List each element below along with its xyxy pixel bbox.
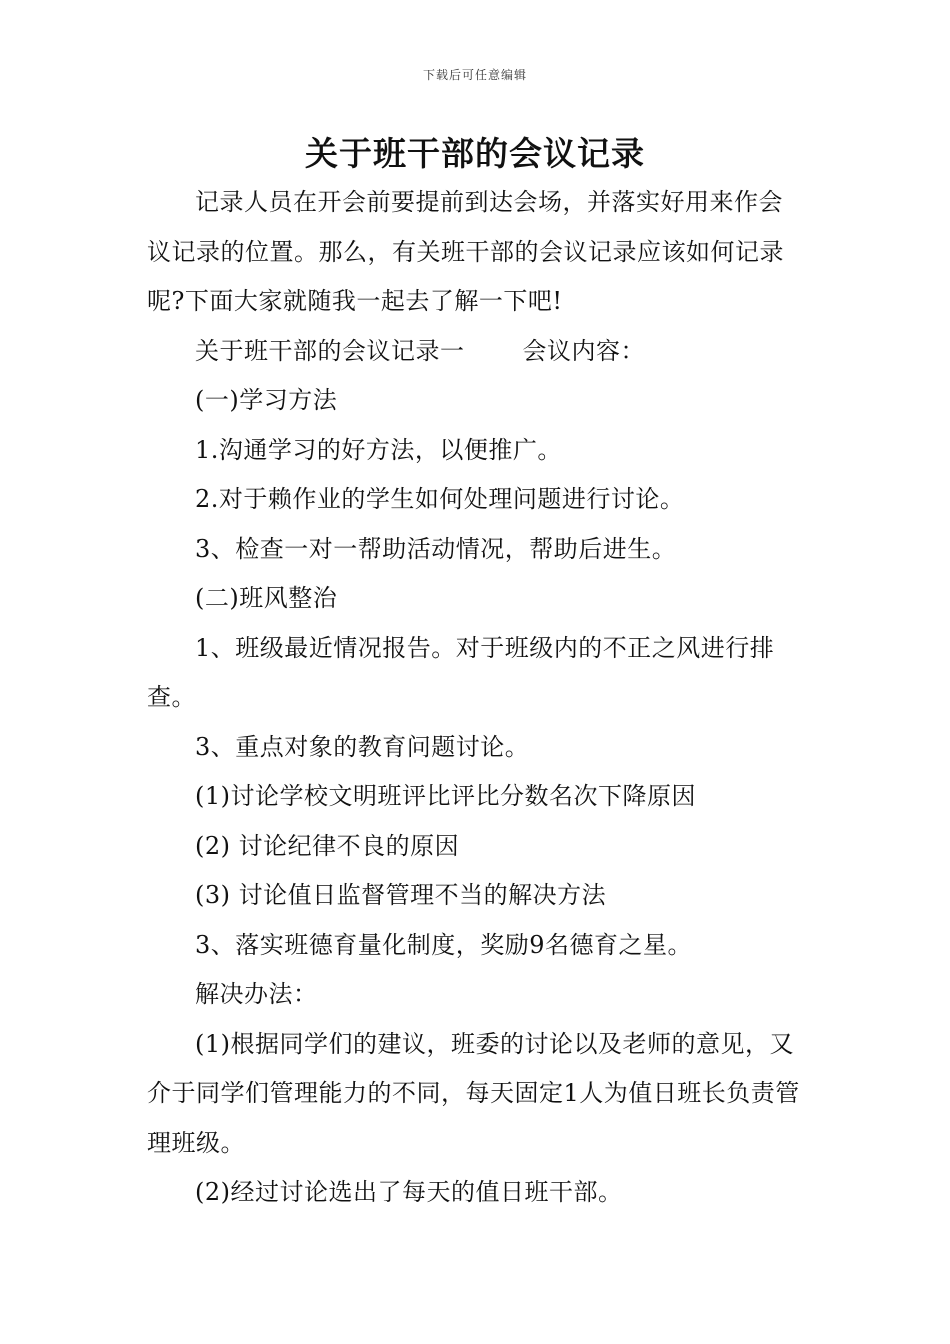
document-title: 关于班干部的会议记录 <box>305 134 645 173</box>
paragraph-item: (2) 讨论纪律不良的原因 <box>195 831 460 860</box>
paragraph-item: 3、落实班德育量化制度，奖励9名德育之星。 <box>195 930 693 959</box>
paragraph-item: (1)讨论学校文明班评比评比分数名次下降原因 <box>195 782 696 810</box>
paragraph-study-method: (一)学习方法 <box>195 386 338 414</box>
section-subtitle: 会议内容： <box>522 336 645 365</box>
paragraph-item: 3、重点对象的教育问题讨论。 <box>195 732 530 761</box>
paragraph-item: 2.对于赖作业的学生如何处理问题进行讨论。 <box>195 485 685 513</box>
paragraph-item: (3) 讨论值日监督管理不当的解决方法 <box>195 881 607 909</box>
paragraph-item: 1.沟通学习的好方法，以便推广。 <box>195 435 562 464</box>
paragraph-item: (2)经过讨论选出了每天的值日班干部。 <box>195 1178 623 1206</box>
paragraph-class-style: (二)班风整治 <box>195 584 338 612</box>
paragraph-item: (1)根据同学们的建议，班委的讨论以及老师的意见，又介于同学们管理能力的不同，每天固定1人为值日班长负责管理班级。 <box>147 1029 800 1157</box>
document-body <box>147 178 807 1218</box>
paragraph-item: 3、检查一对一帮助活动情况，帮助后进生。 <box>195 534 677 563</box>
intro-paragraph: 记录人员在开会前要提前到达会场，并落实好用来作会议记录的位置。那么，有关班干部的会议记录应该如何记录呢?下面大家就随我一起去了解一下吧! <box>147 188 784 315</box>
section-title: 关于班干部的会议记录一 <box>195 336 465 365</box>
paragraph-item: 1、班级最近情况报告。对于班级内的不正之风进行排查。 <box>147 633 775 711</box>
section-heading-line <box>147 327 807 377</box>
page-header: 下载后可任意编辑 <box>422 68 527 82</box>
paragraph-solution-heading: 解决办法： <box>195 980 318 1008</box>
